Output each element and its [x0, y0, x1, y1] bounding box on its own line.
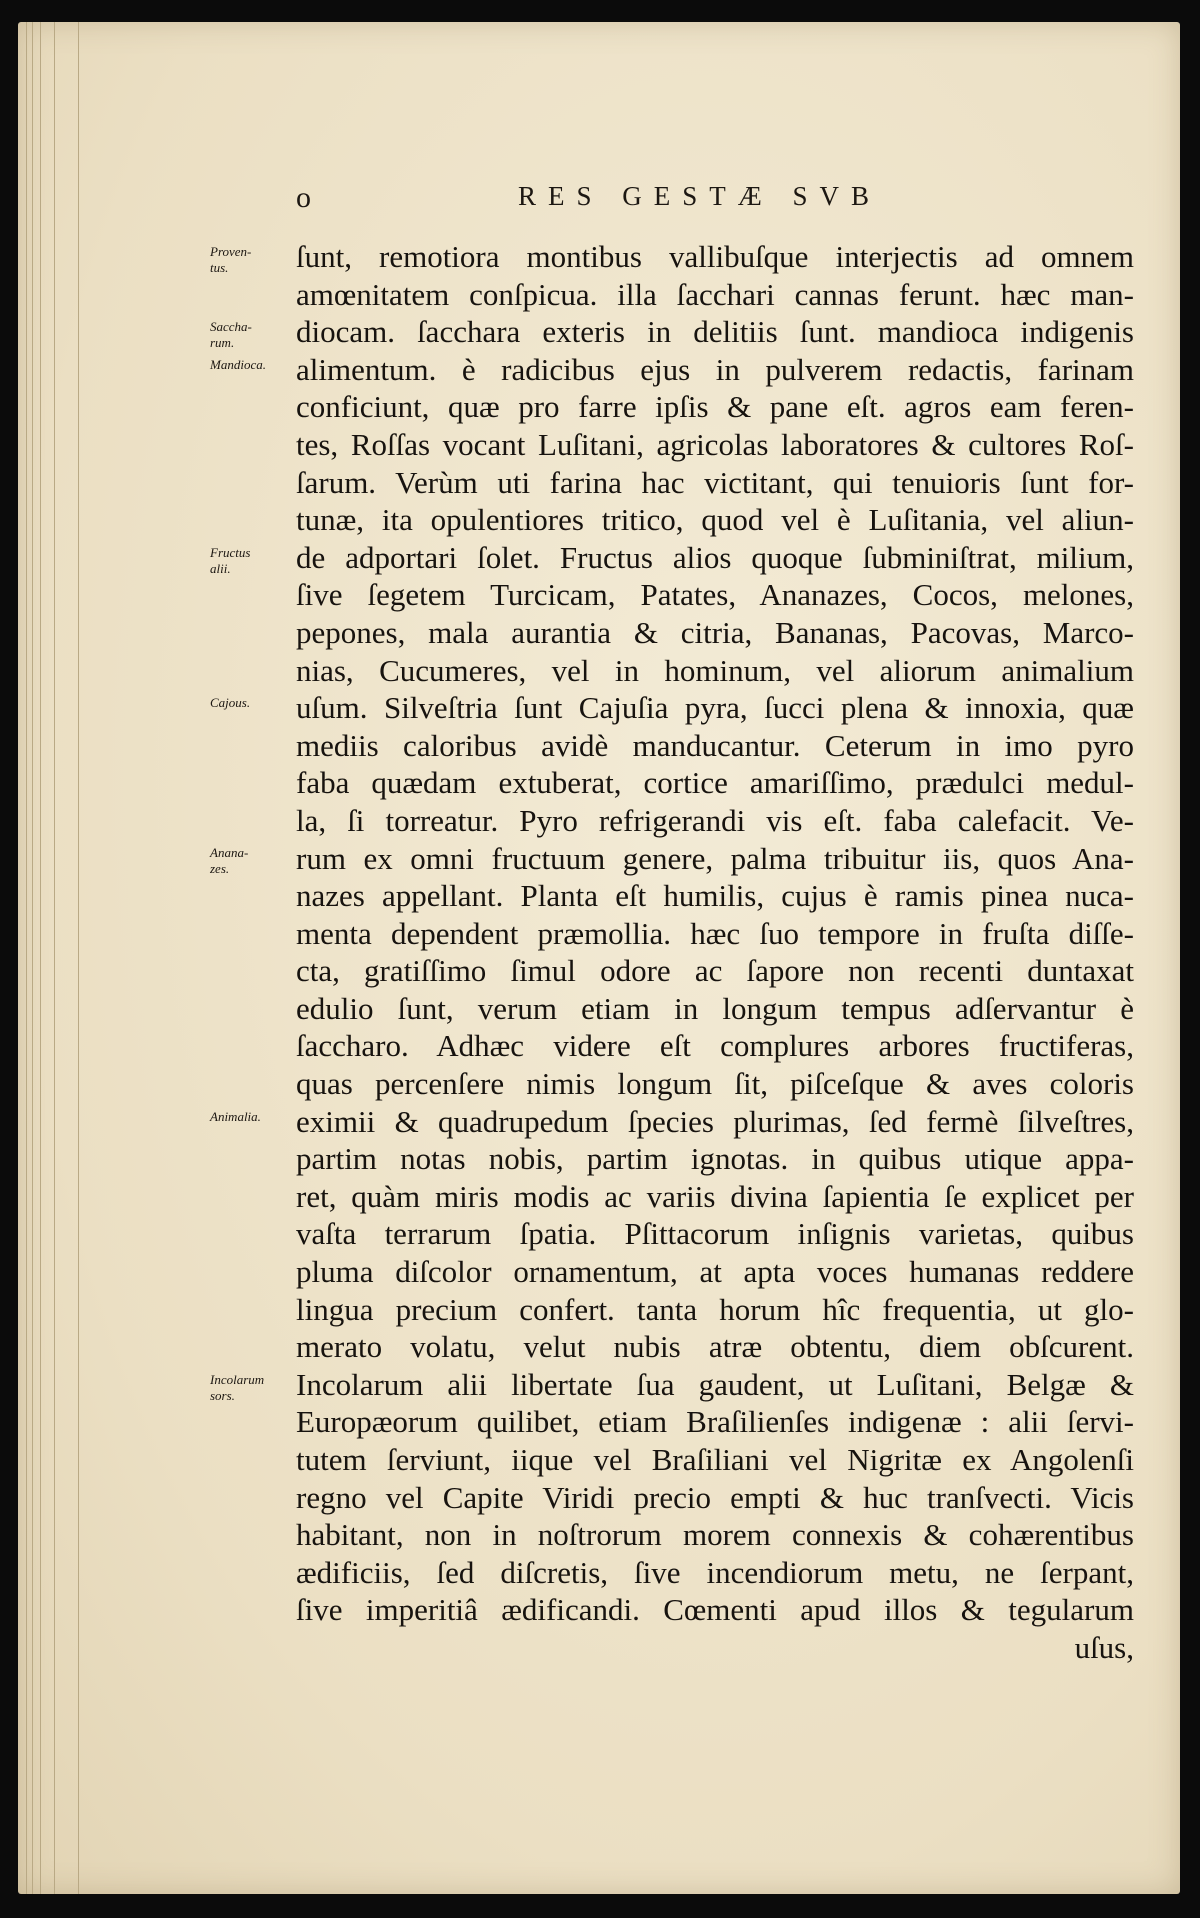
- text-line: amœnitatem conſpicua. illa ſacchari cannas ferunt. hæc man-: [296, 276, 1134, 312]
- text-line: vaſta terrarum ſpatia. Pſittacorum inſignis varietas, quibus: [296, 1216, 1134, 1252]
- margin-note: Saccha- rum.: [210, 319, 252, 350]
- page-edge: [54, 22, 55, 1894]
- text-line: diocam. ſacchara exteris in delitiis ſunt. mandioca indigenis: [296, 314, 1134, 350]
- text-line: tunæ, ita opulentiores tritico, quod vel è Luſitania, vel aliun-: [296, 502, 1134, 538]
- text-line: eximii & quadrupedum ſpecies plurimas, ſed fermè ſilveſtres,: [296, 1103, 1134, 1139]
- text-line: ædificiis, ſed diſcretis, ſive incendiorum metu, ne ſerpant,: [296, 1554, 1134, 1590]
- text-line: nias, Cucumeres, vel in hominum, vel aliorum animalium: [296, 652, 1134, 688]
- page-header: [18, 179, 1180, 219]
- text-line: Europæorum quilibet, etiam Braſilienſes indigenæ : alii ſervi-: [296, 1404, 1134, 1440]
- text-line: tes, Roſſas vocant Luſitani, agricolas laboratores & cultores Roſ-: [296, 426, 1134, 462]
- text-line: la, ſi torreatur. Pyro refrigerandi vis eſt. faba calefacit. Ve-: [296, 802, 1134, 838]
- text-line: ſarum. Verùm uti farina hac victitant, qui tenuioris ſunt for-: [296, 464, 1134, 500]
- page-edge: [78, 22, 79, 1894]
- margin-note: Proven- tus.: [210, 244, 252, 275]
- margin-note: Mandioca.: [210, 357, 266, 372]
- text-line: edulio ſunt, verum etiam in longum tempus adſervantur è: [296, 990, 1134, 1026]
- page-edge: [40, 22, 41, 1894]
- text-line: alimentum. è radicibus ejus in pulverem redactis, farinam: [296, 351, 1134, 387]
- text-line: cta, gratiſſimo ſimul odore ac ſapore non recenti duntaxat: [296, 953, 1134, 989]
- margin-note: Incolarum sors.: [210, 1372, 265, 1403]
- text-line: ſive ſegetem Turcicam, Patates, Ananazes, Cocos, melones,: [296, 577, 1134, 613]
- running-title: RES GESTÆ SVB: [518, 181, 882, 211]
- catchword: uſus,: [1074, 1629, 1134, 1665]
- text-line: ret, quàm miris modis ac variis divina ſapientia ſe explicet per: [296, 1178, 1134, 1214]
- page-edge: [26, 22, 27, 1894]
- text-line: nazes appellant. Planta eſt humilis, cujus è ramis pinea nuca-: [296, 878, 1134, 914]
- margin-note: Fructus alii.: [210, 545, 251, 576]
- margin-note: Cajous.: [210, 695, 251, 710]
- text-line: menta dependent præmollia. hæc ſuo tempore in fruſta diſſe-: [296, 915, 1134, 951]
- text-line: partim notas nobis, partim ignotas. in quibus utique appa-: [296, 1141, 1134, 1177]
- text-line: conficiunt, quæ pro farre ipſis & pane eſt. agros eam feren-: [296, 389, 1134, 425]
- text-line: uſum. Silveſtria ſunt Cajuſia pyra, ſucci plena & innoxia, quæ: [296, 690, 1134, 726]
- text-line: pepones, mala aurantia & citria, Bananas, Pacovas, Marco-: [296, 614, 1134, 650]
- text-line: pluma diſcolor ornamentum, at apta voces humanas reddere: [296, 1254, 1134, 1290]
- page-number: o: [296, 181, 311, 214]
- margin-note: Animalia.: [210, 1109, 261, 1124]
- text-line: merato volatu, velut nubis atræ obtentu, diem obſcurent.: [296, 1329, 1134, 1365]
- text-line: mediis caloribus avidè manducantur. Ceterum in imo pyro: [296, 727, 1134, 763]
- margin-note: Anana- zes.: [210, 845, 249, 876]
- text-line: habitant, non in noſtrorum morem connexis & cohærentibus: [296, 1517, 1134, 1553]
- text-line: tutem ſerviunt, iique vel Braſiliani vel Nigritæ ex Angolenſi: [296, 1442, 1134, 1477]
- text-line: de adportari ſolet. Fructus alios quoque ſubminiſtrat, milium,: [296, 539, 1134, 575]
- text-line: quas percenſere nimis longum ſit, piſceſque & aves coloris: [296, 1066, 1134, 1102]
- text-line: ſunt, remotiora montibus vallibuſque interjectis ad omnem: [296, 239, 1134, 274]
- text-line: ſive imperitiâ ædificandi. Cœmenti apud illos & tegularum: [296, 1592, 1134, 1628]
- text-line: Incolarum alii libertate ſua gaudent, ut Luſitani, Belgæ &: [296, 1366, 1134, 1402]
- text-line: regno vel Capite Viridi precio empti & huc tranſvecti. Vicis: [296, 1479, 1134, 1515]
- text-line: rum ex omni fructuum genere, palma tribuitur iis, quos Ana-: [296, 840, 1134, 876]
- page-edge: [32, 22, 33, 1894]
- text-line: lingua precium confert. tanta horum hîc frequentia, ut glo-: [296, 1291, 1134, 1327]
- body-text: [296, 238, 1134, 1667]
- text-line: ſaccharo. Adhæc videre eſt complures arbores fructiferas,: [296, 1028, 1134, 1064]
- book-page: [18, 22, 1180, 1894]
- text-line: faba quædam extuberat, cortice amariſſimo, prædulci medul-: [296, 765, 1134, 801]
